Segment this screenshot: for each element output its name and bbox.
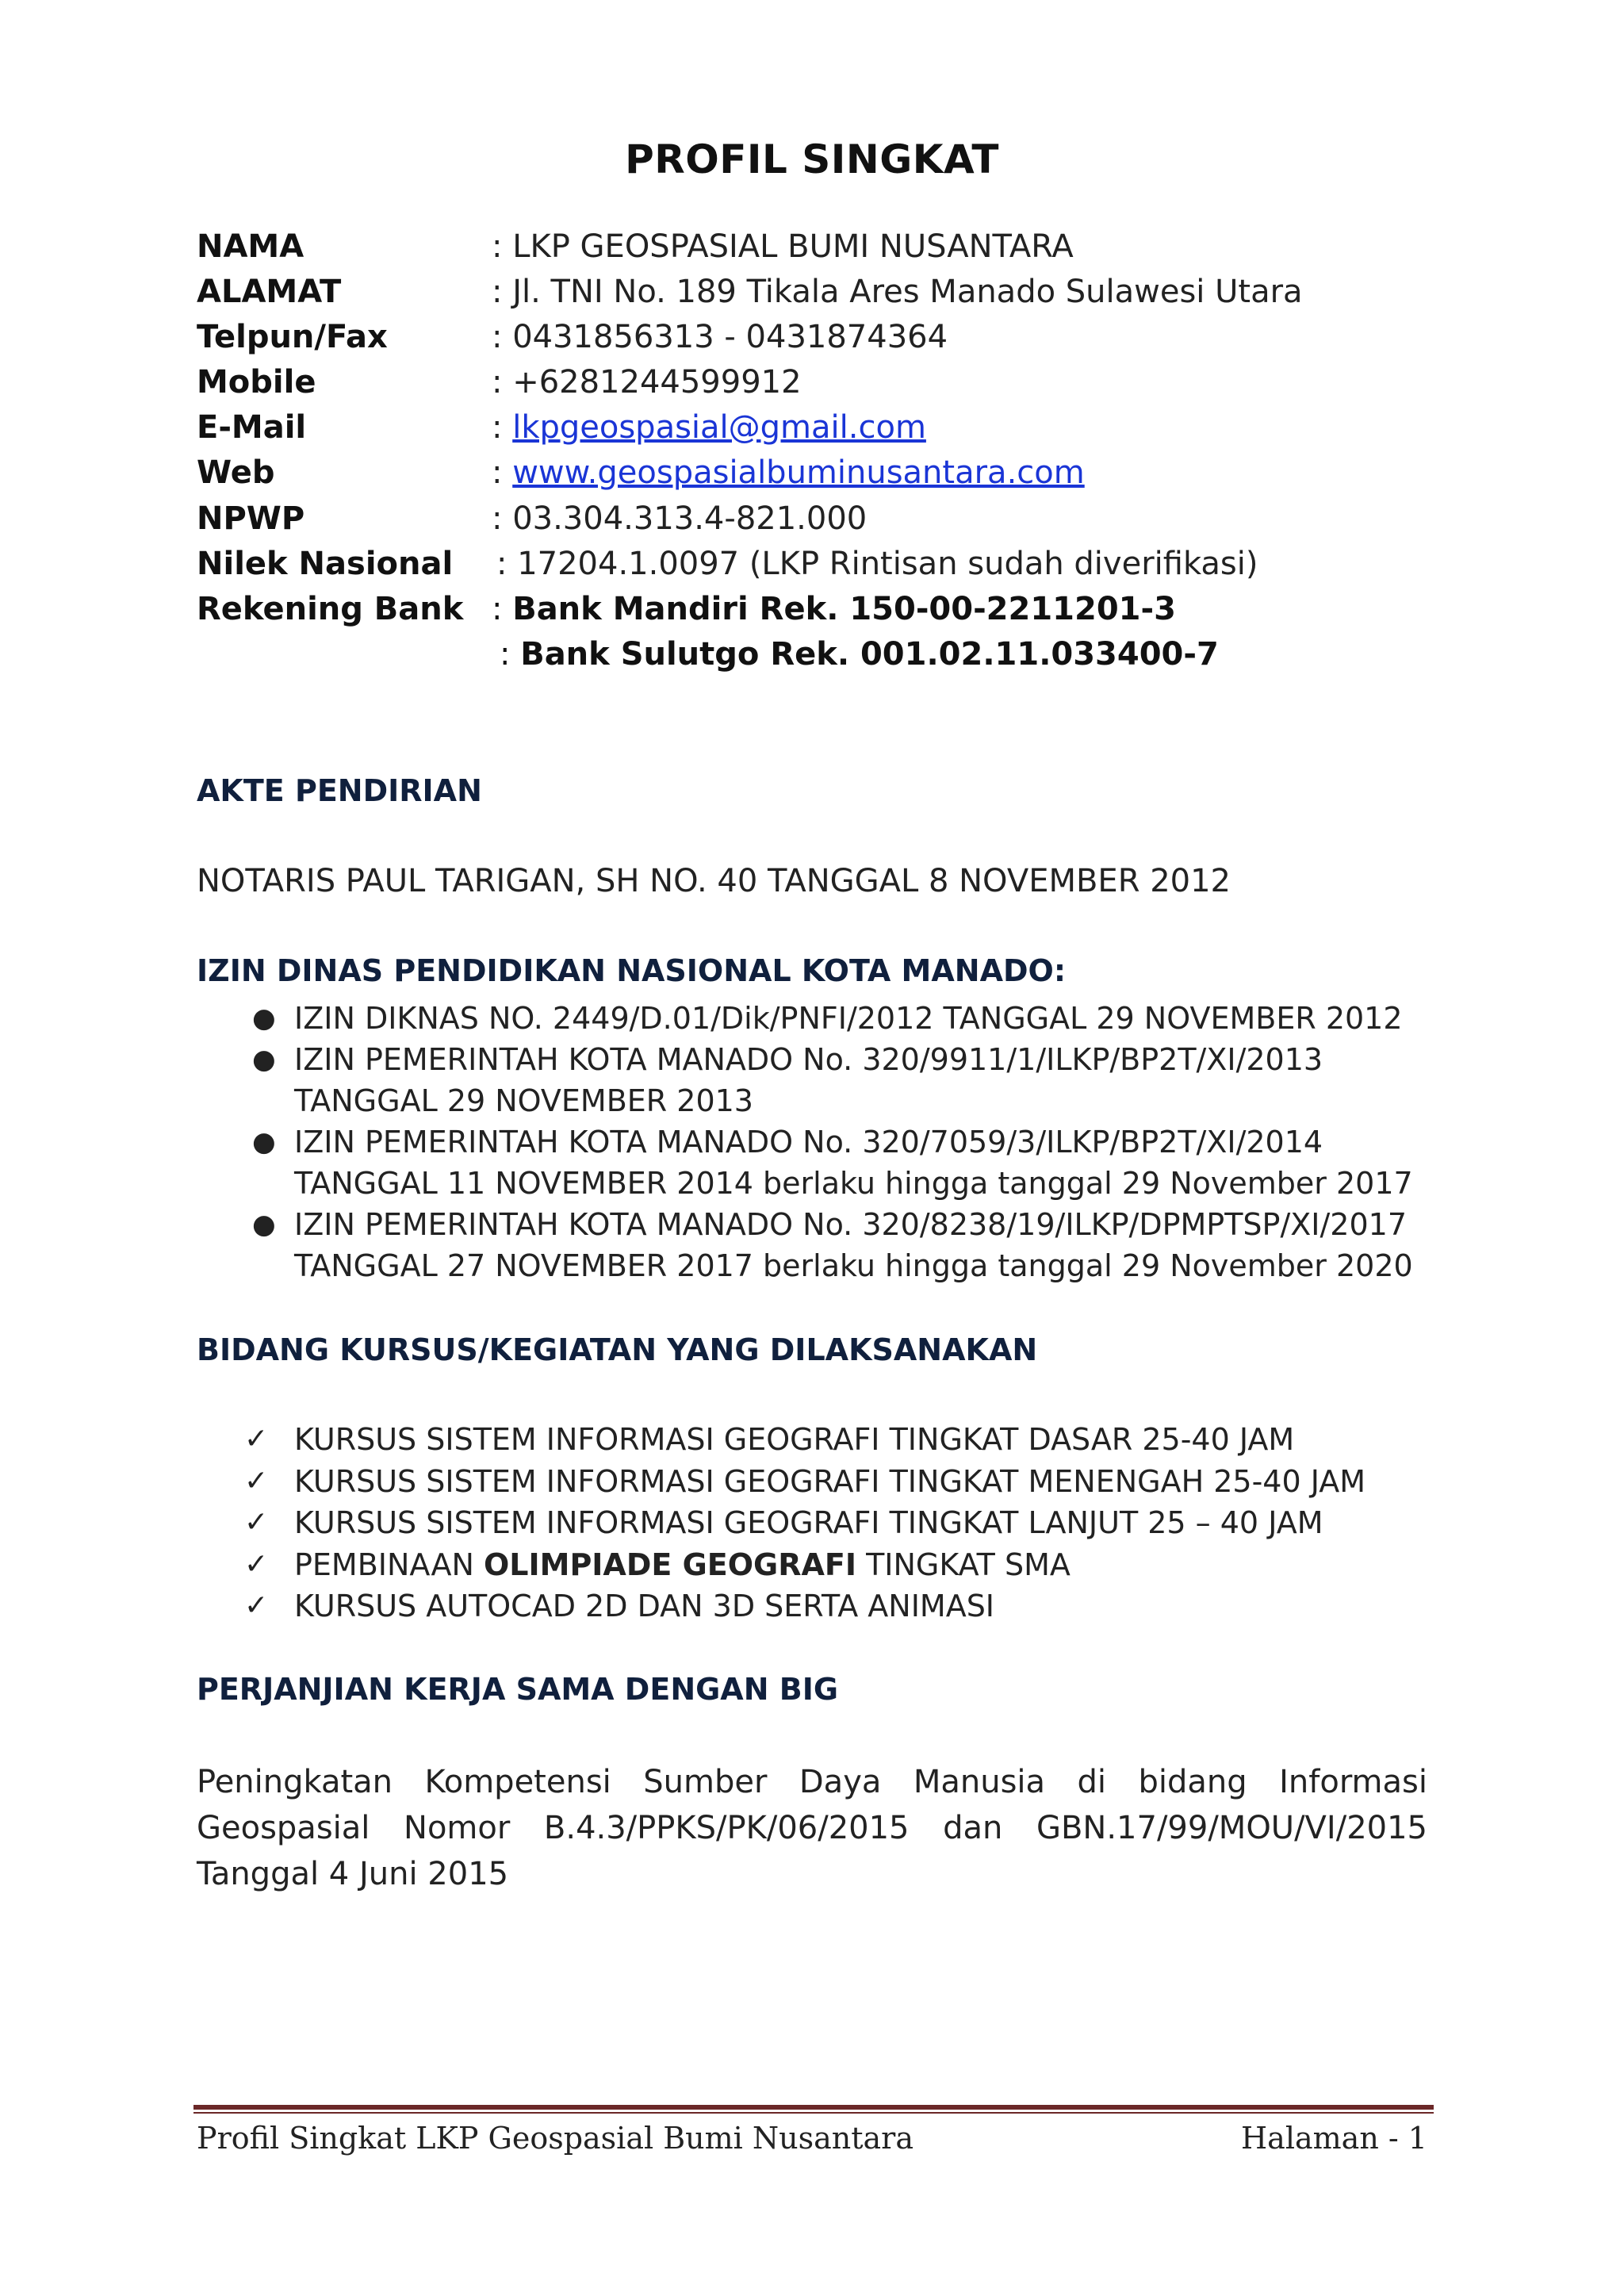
page-title: PROFIL SINGKAT: [625, 136, 999, 182]
bullet-icon: ●: [252, 1044, 276, 1075]
izin-list: [197, 998, 1434, 1286]
profile-label: Mobile: [197, 364, 316, 401]
list-item: ● IZIN PEMERINTAH KOTA MANADO No. 320/7059/3/ILKP/BP2T/XI/2014 TANGGAL 11 NOVEMBER 2014 berlaku hingga tanggal 29 November 2017: [197, 1121, 1434, 1204]
profile-value: : 17204.1.0097 (LKP Rintisan sudah diverifikasi): [496, 546, 1258, 582]
profile-label: E-Mail: [197, 409, 307, 446]
perjanjian-text: Peningkatan Kompetensi Sumber Daya Manusia di bidang Informasi Geospasial Nomor B.4.3/PPKS/PK/06/2015 dan GBN.17/99/MOU/VI/2015 Tanggal 4 Juni 2015: [197, 1764, 1427, 1892]
bullet-icon: ●: [252, 1002, 276, 1034]
bank-account-1: Bank Mandiri Rek. 150-00-2211201-3: [512, 591, 1176, 627]
profile-value: : 03.304.313.4-821.000: [492, 500, 868, 537]
colon-prefix: :: [500, 636, 521, 673]
colon-prefix: :: [492, 454, 513, 491]
akte-text: NOTARIS PAUL TARIGAN, SH NO. 40 TANGGAL 8 NOVEMBER 2012: [197, 863, 1231, 899]
profile-value: : +6281244599912: [492, 364, 802, 401]
profile-label: Rekening Bank: [197, 591, 464, 627]
profile-label: Nilek Nasional: [197, 546, 454, 582]
profile-value: [492, 450, 1085, 495]
email-link[interactable]: lkpgeospasial@gmail.com: [512, 409, 926, 446]
section-heading-izin: IZIN DINAS PENDIDIKAN NASIONAL KOTA MANADO:: [197, 953, 1067, 988]
section-heading-akte: AKTE PENDIRIAN: [197, 773, 482, 808]
website-link[interactable]: www.geospasialbuminusantara.com: [512, 454, 1085, 491]
checkmark-icon: ✓: [244, 1464, 269, 1497]
page-number: Halaman - 1: [1241, 2121, 1427, 2156]
profile-label: Web: [197, 454, 275, 491]
bank-account-2: Bank Sulutgo Rek. 001.02.11.033400-7: [520, 636, 1219, 673]
profile-label: ALAMAT: [197, 274, 342, 310]
profile-value: : 0431856313 - 0431874364: [492, 319, 948, 355]
list-item: ✓ KURSUS AUTOCAD 2D DAN 3D SERTA ANIMASI: [197, 1585, 1434, 1627]
list-item: ✓ PEMBINAAN OLIMPIADE GEOGRAFI TINGKAT SMA: [197, 1544, 1434, 1586]
list-item: ✓ KURSUS SISTEM INFORMASI GEOGRAFI TINGKAT DASAR 25-40 JAM: [197, 1419, 1434, 1461]
profile-value: [500, 632, 1219, 677]
list-item: ● IZIN DIKNAS NO. 2449/D.01/Dik/PNFI/2012 TANGGAL 29 NOVEMBER 2012: [197, 998, 1434, 1039]
profile-value: : Jl. TNI No. 189 Tikala Ares Manado Sulawesi Utara: [492, 274, 1303, 310]
profile-label: NAMA: [197, 228, 304, 265]
checkmark-icon: ✓: [244, 1547, 269, 1581]
colon-prefix: :: [492, 409, 513, 446]
profile-label: Telpun/Fax: [197, 319, 388, 355]
footer-rule: [193, 2105, 1434, 2110]
section-heading-bidang: BIDANG KURSUS/KEGIATAN YANG DILAKSANAKAN: [197, 1332, 1038, 1367]
checkmark-icon: ✓: [244, 1589, 269, 1622]
profile-value: [492, 587, 1176, 631]
list-item: ✓ KURSUS SISTEM INFORMASI GEOGRAFI TINGKAT LANJUT 25 – 40 JAM: [197, 1502, 1434, 1544]
footer-rule-thin: [193, 2112, 1434, 2114]
list-item: ● IZIN PEMERINTAH KOTA MANADO No. 320/9911/1/ILKP/BP2T/XI/2013 TANGGAL 29 NOVEMBER 2013: [197, 1039, 1434, 1121]
bidang-list: [197, 1419, 1434, 1627]
checkmark-icon: ✓: [244, 1423, 269, 1455]
section-heading-perjanjian: PERJANJIAN KERJA SAMA DENGAN BIG: [197, 1672, 839, 1707]
profile-value: [492, 405, 926, 450]
profile-label: NPWP: [197, 500, 305, 537]
list-item: ● IZIN PEMERINTAH KOTA MANADO No. 320/8238/19/ILKP/DPMPTSP/XI/2017 TANGGAL 27 NOVEMBER 2017 berlaku hingga tanggal 29 November 2020: [197, 1204, 1434, 1286]
bullet-icon: ●: [252, 1126, 276, 1158]
colon-prefix: :: [492, 591, 513, 627]
bullet-icon: ●: [252, 1209, 276, 1240]
checkmark-icon: ✓: [244, 1506, 269, 1539]
list-item: ✓ KURSUS SISTEM INFORMASI GEOGRAFI TINGKAT MENENGAH 25-40 JAM: [197, 1461, 1434, 1503]
profile-value: : LKP GEOSPASIAL BUMI NUSANTARA: [492, 228, 1074, 265]
footer-title: Profil Singkat LKP Geospasial Bumi Nusantara: [197, 2121, 914, 2156]
